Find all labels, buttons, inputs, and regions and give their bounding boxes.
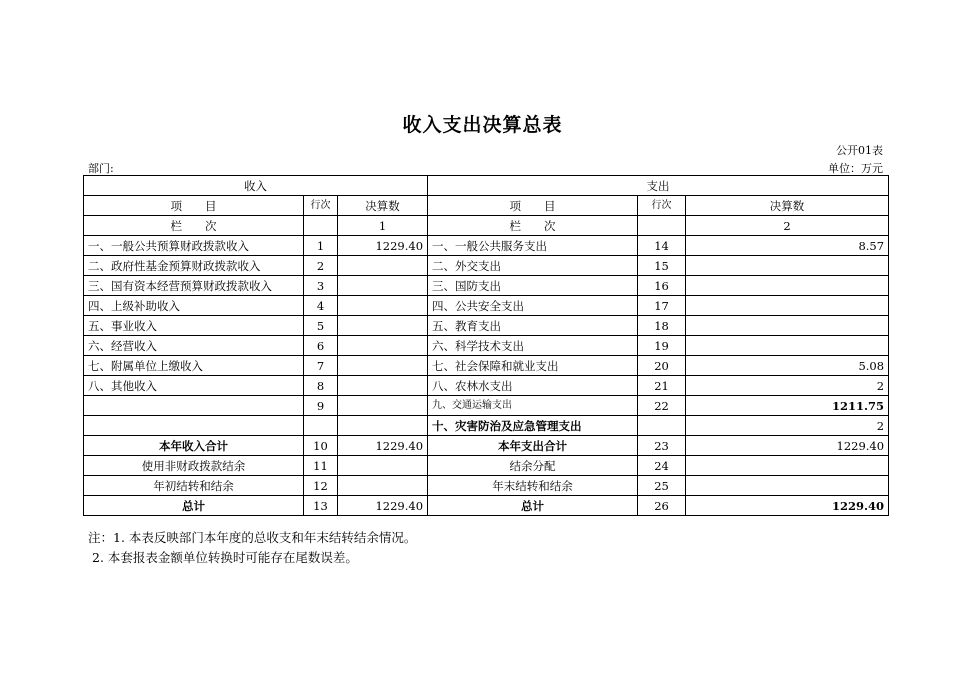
income-row-no: 9 [304, 396, 338, 416]
income-amount [338, 316, 428, 336]
income-item: 七、附属单位上缴收入 [84, 356, 304, 376]
expense-total-row-no: 26 [638, 496, 686, 516]
expense-row-no: 20 [638, 356, 686, 376]
table-row [84, 256, 889, 276]
expense-item: 九、交通运输支出 [428, 396, 638, 416]
expense-item: 四、公共安全支出 [428, 296, 638, 316]
department-label: 部门: [88, 162, 114, 175]
expense-item: 一、一般公共服务支出 [428, 236, 638, 256]
column-index-row [84, 216, 889, 236]
detail-rows [84, 236, 889, 436]
expense-item: 二、外交支出 [428, 256, 638, 276]
income-expense-table [83, 175, 889, 516]
expense-amount: 2 [686, 376, 889, 396]
income-rowno-header: 行次 [304, 196, 338, 216]
expense-row-no [638, 416, 686, 436]
income-row-no [304, 416, 338, 436]
income-column-label: 栏 次 [84, 216, 304, 236]
expense-row-no: 19 [638, 336, 686, 356]
section-header-row [84, 176, 889, 196]
total-rows [84, 436, 889, 516]
expense-total-amount: 1229.40 [686, 496, 889, 516]
income-amount [338, 416, 428, 436]
expense-amount: 2 [686, 416, 889, 436]
income-amount [338, 356, 428, 376]
notes [88, 528, 416, 568]
income-column-number: 1 [338, 216, 428, 236]
table-row [84, 396, 889, 416]
income-item-header: 项 目 [84, 196, 304, 216]
income-amount [338, 296, 428, 316]
income-item [84, 416, 304, 436]
income-row-no: 5 [304, 316, 338, 336]
income-total-amount [338, 476, 428, 496]
income-amount [338, 276, 428, 296]
income-amount-header: 决算数 [338, 196, 428, 216]
income-item: 六、经营收入 [84, 336, 304, 356]
table-row [84, 416, 889, 436]
expense-total-item: 总计 [428, 496, 638, 516]
expense-item: 十、灾害防治及应急管理支出 [428, 416, 638, 436]
expense-amount: 8.57 [686, 236, 889, 256]
income-item: 二、政府性基金预算财政拨款收入 [84, 256, 304, 276]
table-row [84, 356, 889, 376]
expense-header: 支出 [428, 176, 889, 196]
income-item: 一、一般公共预算财政拨款收入 [84, 236, 304, 256]
income-amount: 1229.40 [338, 236, 428, 256]
income-row-no: 8 [304, 376, 338, 396]
expense-row-no: 22 [638, 396, 686, 416]
income-amount [338, 376, 428, 396]
expense-row-no: 15 [638, 256, 686, 276]
form-number: 公开01表 [836, 144, 883, 157]
table-row [84, 296, 889, 316]
table-row [84, 316, 889, 336]
income-total-amount [338, 456, 428, 476]
note-1: 注：1. 本表反映部门本年度的总收支和年末结转结余情况。 [88, 530, 417, 545]
income-total-item: 本年收入合计 [84, 436, 304, 456]
income-item: 五、事业收入 [84, 316, 304, 336]
income-total-row-no: 10 [304, 436, 338, 456]
expense-column-label: 栏 次 [428, 216, 638, 236]
expense-total-amount [686, 476, 889, 496]
expense-amount-header: 决算数 [686, 196, 889, 216]
expense-total-row-no: 23 [638, 436, 686, 456]
income-total-amount: 1229.40 [338, 436, 428, 456]
income-amount [338, 256, 428, 276]
table-row [84, 236, 889, 256]
column-header-row [84, 196, 889, 216]
income-column-blank [304, 216, 338, 236]
note-2: 2. 本套报表金额单位转换时可能存在尾数误差。 [92, 550, 358, 565]
income-header: 收入 [84, 176, 428, 196]
expense-total-item: 结余分配 [428, 456, 638, 476]
page-title: 收入支出决算总表 [402, 114, 563, 136]
total-row [84, 476, 889, 496]
income-amount [338, 336, 428, 356]
table-row [84, 276, 889, 296]
expense-row-no: 14 [638, 236, 686, 256]
expense-total-row-no: 25 [638, 476, 686, 496]
expense-column-number: 2 [686, 216, 889, 236]
income-total-item: 使用非财政拨款结余 [84, 456, 304, 476]
expense-amount [686, 316, 889, 336]
income-item: 三、国有资本经营预算财政拨款收入 [84, 276, 304, 296]
income-total-row-no: 12 [304, 476, 338, 496]
expense-item: 五、教育支出 [428, 316, 638, 336]
income-total-row-no: 13 [304, 496, 338, 516]
total-row [84, 496, 889, 516]
expense-amount [686, 276, 889, 296]
income-row-no: 2 [304, 256, 338, 276]
expense-amount: 1211.75 [686, 396, 889, 416]
expense-rowno-header: 行次 [638, 196, 686, 216]
expense-row-no: 18 [638, 316, 686, 336]
income-total-item: 总计 [84, 496, 304, 516]
income-row-no: 7 [304, 356, 338, 376]
expense-row-no: 16 [638, 276, 686, 296]
expense-item: 八、农林水支出 [428, 376, 638, 396]
income-item: 八、其他收入 [84, 376, 304, 396]
expense-item: 三、国防支出 [428, 276, 638, 296]
table-row [84, 376, 889, 396]
expense-column-blank [638, 216, 686, 236]
income-row-no: 6 [304, 336, 338, 356]
expense-row-no: 17 [638, 296, 686, 316]
income-total-row-no: 11 [304, 456, 338, 476]
expense-amount: 5.08 [686, 356, 889, 376]
expense-total-amount: 1229.40 [686, 436, 889, 456]
income-row-no: 4 [304, 296, 338, 316]
income-item: 四、上级补助收入 [84, 296, 304, 316]
expense-total-item: 年末结转和结余 [428, 476, 638, 496]
total-row [84, 456, 889, 476]
expense-row-no: 21 [638, 376, 686, 396]
income-item [84, 396, 304, 416]
expense-amount [686, 256, 889, 276]
expense-item-header: 项 目 [428, 196, 638, 216]
expense-item: 六、科学技术支出 [428, 336, 638, 356]
total-row [84, 436, 889, 456]
income-row-no: 1 [304, 236, 338, 256]
income-row-no: 3 [304, 276, 338, 296]
expense-amount [686, 296, 889, 316]
expense-total-row-no: 24 [638, 456, 686, 476]
income-total-amount: 1229.40 [338, 496, 428, 516]
expense-total-amount [686, 456, 889, 476]
unit-label: 单位：万元 [828, 162, 883, 175]
income-amount [338, 396, 428, 416]
income-total-item: 年初结转和结余 [84, 476, 304, 496]
expense-total-item: 本年支出合计 [428, 436, 638, 456]
table-row [84, 336, 889, 356]
expense-amount [686, 336, 889, 356]
expense-item: 七、社会保障和就业支出 [428, 356, 638, 376]
